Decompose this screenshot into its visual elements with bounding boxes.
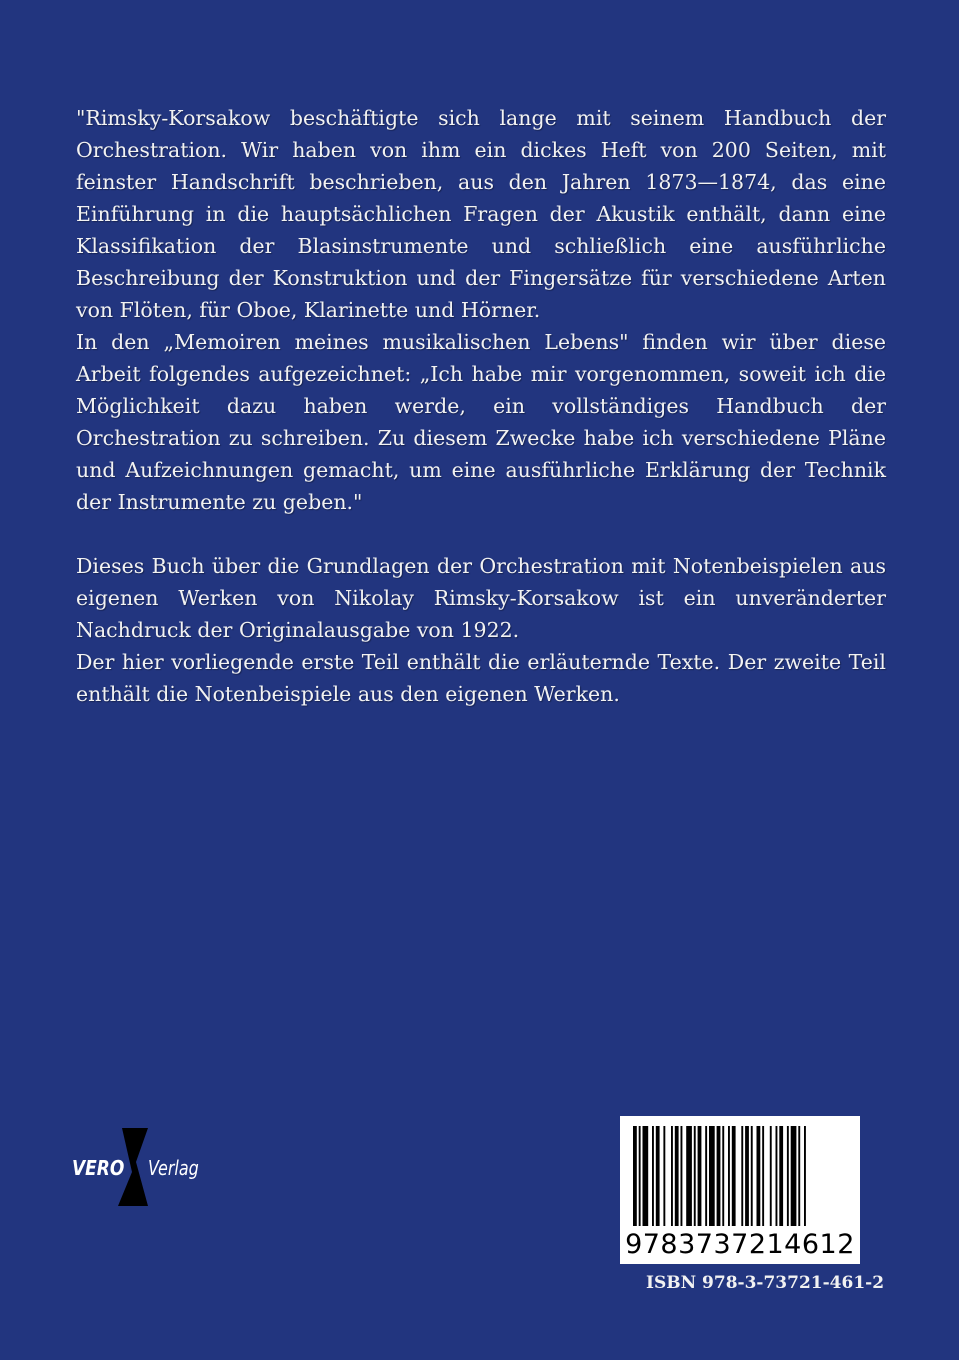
- barcode-bar: [770, 1126, 772, 1226]
- barcode-bar: [671, 1126, 673, 1226]
- barcode-bars: [633, 1126, 847, 1226]
- barcode-bar: [762, 1126, 764, 1226]
- description-paragraph-1: Dieses Buch über die Grundlagen der Orchestration mit Notenbeispielen aus eigenen Werken von Nikolay Rimsky-Korsakow ist ein unveränderter Nachdruck der Originalausgabe von 1922.: [76, 554, 886, 642]
- barcode-bar: [717, 1126, 721, 1226]
- barcode-bar: [804, 1126, 806, 1226]
- barcode-bar: [745, 1126, 749, 1226]
- quote-paragraph-2: In den „Memoiren meines musikalischen Lebens" finden wir über diese Arbeit folgendes aufgezeichnet: „Ich habe mir vorgenommen, soweit ich die Möglichkeit dazu haben werde, ein vollständiges Handbuch der Orchestration zu schreiben. Zu diesem Zwecke habe ich verschiedene Pläne und Aufzeichnungen gemacht, um eine ausführliche Erklärung der Technik der Instrumente zu geben.": [76, 330, 886, 514]
- barcode-bar: [681, 1126, 683, 1226]
- barcode-bar: [728, 1126, 730, 1226]
- isbn-barcode: [620, 1116, 860, 1264]
- barcode-bar: [675, 1126, 679, 1226]
- barcode-bar: [694, 1126, 696, 1226]
- barcode-bar: [757, 1126, 761, 1226]
- barcode-bar: [776, 1126, 778, 1226]
- barcode-bar: [751, 1126, 753, 1226]
- barcode-bar: [643, 1126, 649, 1226]
- barcode-bar: [639, 1126, 641, 1226]
- barcode-bar: [656, 1126, 660, 1226]
- description-paragraph-2: Der hier vorliegende erste Teil enthält die erläuternde Texte. Der zweite Teil enthält die Notenbeispiele aus den eigenen Werken.: [76, 650, 886, 706]
- back-cover-text: [76, 102, 886, 710]
- barcode-bar: [722, 1126, 724, 1226]
- logo-verlag-text: Verlag: [148, 1156, 199, 1180]
- barcode-bar: [633, 1126, 637, 1226]
- barcode-bar: [741, 1126, 743, 1226]
- barcode-bar: [787, 1126, 789, 1226]
- barcode-bar: [663, 1126, 665, 1226]
- barcode-bar: [686, 1126, 692, 1226]
- barcode-bar: [732, 1126, 736, 1226]
- barcode-bar: [652, 1126, 654, 1226]
- publisher-logo: [70, 1128, 210, 1206]
- barcode-bar: [798, 1126, 800, 1226]
- barcode-bar: [791, 1126, 797, 1226]
- isbn-label: ISBN 978-3-73721-461-2: [646, 1273, 885, 1293]
- barcode-bar: [709, 1126, 715, 1226]
- logo-vero-text: VERO: [72, 1156, 125, 1180]
- barcode-bar: [779, 1126, 783, 1226]
- quote-paragraph-1: "Rimsky-Korsakow beschäftigte sich lange mit seinem Handbuch der Orchestration. Wir haben von ihm ein dickes Heft von 200 Seiten, mit feinster Handschrift beschrieben, aus den Jahren 1873—1874, das eine Einführung in die hauptsächlichen Fragen der Akustik enthält, dann eine Klassifikation der Blasinstrumente und schließlich eine ausführliche Beschreibung der Konstruktion und der Fingersätze für verschiedene Arten von Flöten, für Oboe, Klarinette und Hörner.: [76, 106, 886, 322]
- barcode-bar: [698, 1126, 702, 1226]
- barcode-bar: [705, 1126, 707, 1226]
- barcode-digits: 9783737214612: [625, 1229, 855, 1260]
